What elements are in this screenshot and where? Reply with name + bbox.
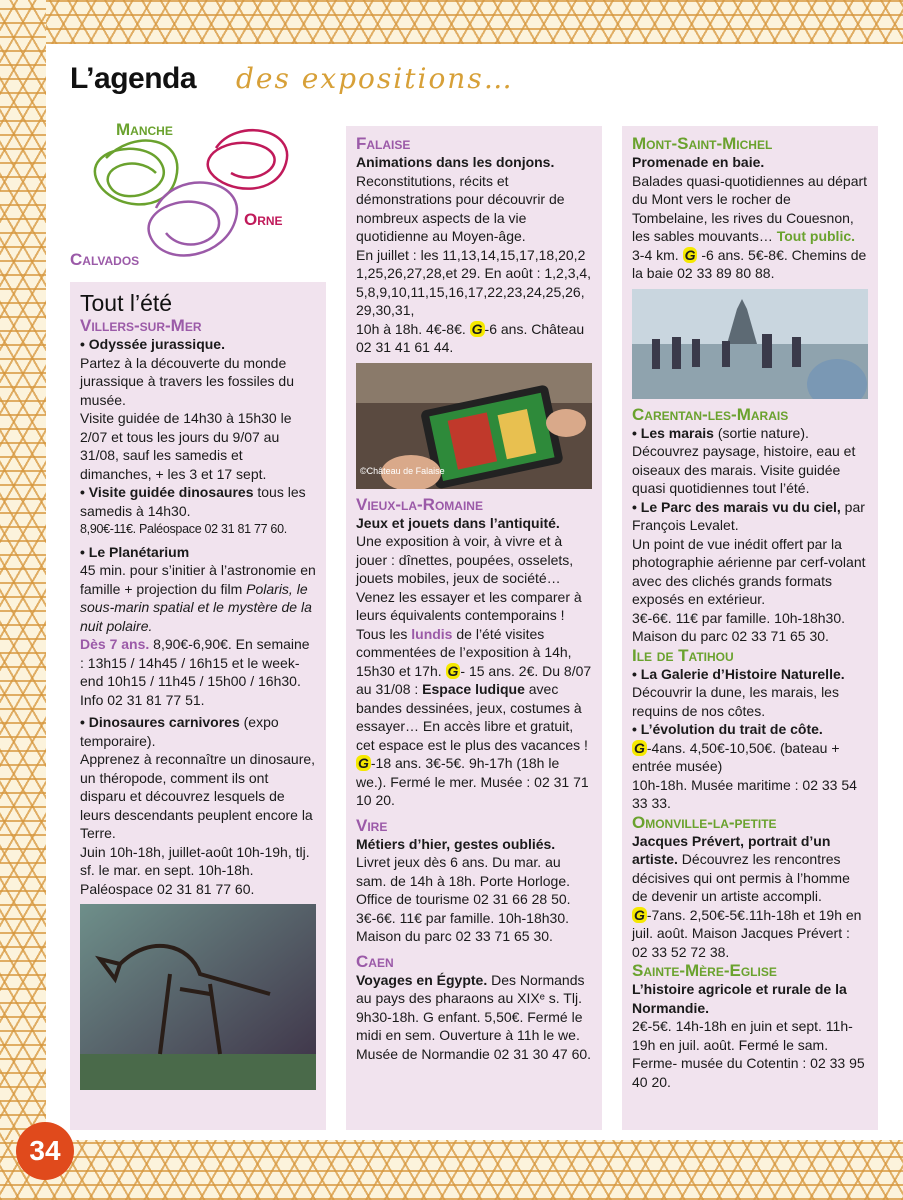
age-note: Dès 7 ans.: [80, 636, 150, 652]
event-dates: En juillet : les 11,13,14,15,17,18,20,21,25,26,27,28,et 29. En août : 1,2,3,4,5,8,9,10,11,15,16,17,22,23,24,25,26,29,30,31,: [356, 246, 592, 318]
event-text: -7ans. 2,50€-5€.11h-18h et 19h en juil. août. Maison Jacques Prévert : 02 33 52 72 38.: [632, 906, 862, 960]
free-symbol: G: [634, 739, 645, 756]
page-title: L’agenda: [70, 62, 197, 95]
event-text: (sortie nature).: [713, 424, 809, 441]
column-tout-l-ete: [70, 282, 326, 1130]
section-vire: Vire: [356, 815, 388, 835]
event-text: Reconstitutions, récits et démonstrations pour découvrir de nombreux aspects de la vie quotidienne au Moyen-âge.: [356, 172, 565, 244]
film-title: Polaris, le sous-marin spatial et le mystère de la nuit polaire.: [80, 580, 312, 634]
event-title: Jacques Prévert, portrait d’un artiste.: [632, 832, 831, 867]
section-sainte-mere-eglise: Sainte-Mère-Eglise: [632, 961, 777, 980]
event-title: Promenade en baie.: [632, 154, 765, 170]
event-text: Découvrir la dune, les marais, les requins de nos côtes.: [632, 684, 839, 719]
event-paragraph: [356, 320, 592, 357]
event-paragraph: [80, 561, 316, 635]
decorative-border-top: [0, 0, 903, 44]
event-title: • L’évolution du trait de côte.: [632, 721, 823, 737]
event-text: Découvrez les rencontres décisives qui ont permis à l’homme de devenir un artiste accompli.: [632, 851, 850, 904]
calvados-scribble: [149, 183, 237, 256]
section-mont-saint-michel: Mont-Saint-Michel: [632, 134, 773, 153]
event-text: Juin 10h-18h, juillet-août 10h-19h, tlj. sf. le mar. en sept. 10h-18h. Paléospace 02 31 81 77 60.: [80, 843, 310, 897]
decorative-border-left: [0, 0, 46, 1200]
event-paragraph: [356, 532, 592, 754]
map-label-manche: Manche: [116, 120, 173, 139]
free-symbol: G: [447, 662, 459, 679]
event-title: L’histoire agricole et rurale de la Normandie.: [632, 981, 847, 1016]
event-price-info: 8,90€-11€. Paléospace 02 31 81 77 60.: [80, 522, 287, 536]
event-text: Un point de vue inédit offert par la photographie aérienne par cerf-volant avec des clichés grands formats exposés en extérieur.: [632, 535, 866, 607]
event-title: • Le Planétarium: [80, 543, 190, 560]
event-title: • La Galerie d’Histoire Naturelle.: [632, 665, 845, 682]
event-text: de l’été visites commentées de l’exposition à 14h, 15h30 et 17h.: [356, 625, 572, 679]
event-title: Voyages en Égypte.: [356, 971, 488, 988]
page-subtitle-script: des expositions…: [236, 62, 514, 95]
section-caen: Caen: [356, 951, 394, 971]
event-paragraph: [632, 424, 868, 443]
event-text: -6 ans. Château 02 31 41 61 44.: [356, 320, 585, 355]
event-title: Animations dans les donjons.: [356, 154, 555, 170]
audience-note: Tout public.: [776, 228, 856, 244]
decorative-border-bottom: [0, 1140, 903, 1200]
event-title: • Odyssée jurassique.: [80, 336, 225, 352]
event-text: Des Normands au pays des pharaons au XIXᵉ s. Tlj. 9h30-18h. G enfant. 5,50€. Fermé le midi en sem. Ouverture à 11h le we. Musée de Normandie 02 31 30 47 60.: [356, 971, 592, 1062]
event-paragraph: [80, 635, 316, 709]
event-text: (expo temporaire).: [80, 714, 279, 749]
event-title: • Les marais: [632, 424, 714, 441]
section-ile-de-tatihou: Ile de Tatihou: [632, 645, 734, 665]
event-text: 45 min. pour s’initier à l’astronomie en famille + projection du film: [80, 562, 316, 597]
event-text: Visite guidée de 14h30 à 15h30 le 2/07 et tous les jours du 9/07 au 31/08, sauf les samedis et dimanches, + les 3 et 17 sept.: [80, 410, 292, 482]
event-paragraph: [356, 971, 592, 1064]
event-text: -18 ans. 3€-5€. 9h-17h (18h le we.). Fermé le mer. Musée : 02 31 71 10 20.: [356, 755, 589, 808]
event-text: - 15 ans. 2€. Du 8/07 au 31/08 :: [356, 662, 592, 697]
region-map: [66, 118, 316, 278]
event-text: 10h-18h. Musée maritime : 02 33 54 33 33.: [632, 776, 857, 811]
column-middle: [346, 126, 602, 1130]
free-symbol: G: [684, 246, 696, 263]
section-villers-sur-mer: Villers-sur-Mer: [80, 316, 202, 335]
event-text: 10h à 18h. 4€-8€.: [356, 320, 470, 337]
event-title: • Dinosaures carnivores: [80, 714, 240, 730]
column-right: [622, 126, 878, 1130]
event-paragraph: [80, 483, 316, 520]
map-label-calvados: Calvados: [70, 250, 140, 269]
event-text: 3-4 km.: [632, 246, 683, 263]
dinosaur-skeleton-photo: [80, 904, 316, 1090]
highlight-lundis: lundis: [411, 625, 453, 642]
event-paragraph: [632, 739, 868, 776]
event-title: • Le Parc des marais vu du ciel,: [632, 498, 841, 515]
event-title: Jeux et jouets dans l’antiquité.: [356, 514, 560, 531]
free-symbol: G: [634, 906, 645, 923]
event-text: Une exposition à voir, à vivre et à jouer : dînettes, poupées, osselets, jouets mobiles, jeux de société… Venez les essayer et les comparer à leurs équivalents contemporains ! Tous les: [356, 533, 582, 642]
event-text: 2€-5€. 14h-18h en juin et sept. 11h-19h en juil. août. Fermé le sam. Ferme- musée du Cotentin : 02 33 95 40 20.: [632, 1018, 865, 1090]
event-text: -4ans. 4,50€-10,50€. (bateau + entrée musée): [632, 739, 840, 774]
event-text: avec bandes dessinées, jeux, costumes à essayer… En accès libre et gratuit, cet espace est le plus des vacances !: [356, 681, 588, 753]
event-paragraph: [356, 754, 592, 810]
section-omonville-la-petite: Omonville-la-petite: [632, 812, 777, 832]
event-text: 3€-6€. 11€ par famille. 10h-18h30. Maison du parc 02 33 71 65 30.: [632, 609, 845, 644]
event-title: Métiers d’hier, gestes oubliés.: [356, 835, 556, 852]
event-text: Découvrez paysage, histoire, eau et oiseaux des marais. Visite guidée quasi quotidiennes tout l’été.: [632, 443, 856, 496]
photo-credit: ©Château de Falaise: [360, 466, 445, 476]
event-paragraph: [632, 498, 868, 535]
map-label-orne: Orne: [244, 210, 283, 229]
event-text: Balades quasi-quotidiennes au départ du Mont vers le rocher de Tombelaine, les rives du Couesnon, les sables mouvants…: [632, 172, 868, 244]
free-symbol: G: [471, 320, 483, 337]
event-text: Livret jeux dès 6 ans. Du mar. au sam. de 14h à 18h. Porte Horloge. Office de tourisme 02 31 66 28 50. 3€-6€. 11€ par famille. 10h-18h30. Maison du parc 02 33 71 65 30.: [356, 854, 571, 944]
event-text: -6 ans. 5€-8€. Chemins de la baie 02 33 89 80 88.: [632, 246, 867, 281]
page-number-badge: 34: [16, 1122, 74, 1180]
section-heading: Tout l’été: [80, 290, 173, 316]
mont-saint-michel-walk-photo: [632, 289, 868, 399]
section-vieux-la-romaine: Vieux-la-Romaine: [356, 494, 483, 514]
event-title: • Visite guidée dinosaures: [80, 484, 254, 500]
event-paragraph: [632, 906, 868, 962]
event-paragraph: [80, 713, 316, 750]
event-text: Partez à la découverte du monde jurassique à travers les fossiles du musée.: [80, 354, 294, 408]
event-paragraph: [632, 832, 868, 906]
event-text: 8,90€-6,90€. En semaine : 13h15 / 14h45 / 16h15 et le week-end 10h15 / 11h45 / 15h00 / 16h30. Info 02 31 81 77 51.: [80, 636, 310, 708]
event-text: tous les samedis à 14h30.: [80, 484, 306, 519]
tablet-photo-wrapper: [356, 363, 592, 489]
event-paragraph: [632, 172, 868, 283]
section-falaise: Falaise: [356, 134, 411, 153]
event-text: par François Levalet.: [632, 498, 865, 533]
free-symbol: G: [358, 755, 369, 771]
orne-scribble: [208, 130, 287, 188]
section-carentan-les-marais: Carentan-les-Marais: [632, 404, 789, 424]
event-text: Apprenez à reconnaître un dinosaure, un théropode, comment ils ont disparu et découvrez lesquels de leurs descendants peuplent encore la Terre.: [80, 751, 316, 841]
event-subtitle: Espace ludique: [422, 681, 525, 697]
